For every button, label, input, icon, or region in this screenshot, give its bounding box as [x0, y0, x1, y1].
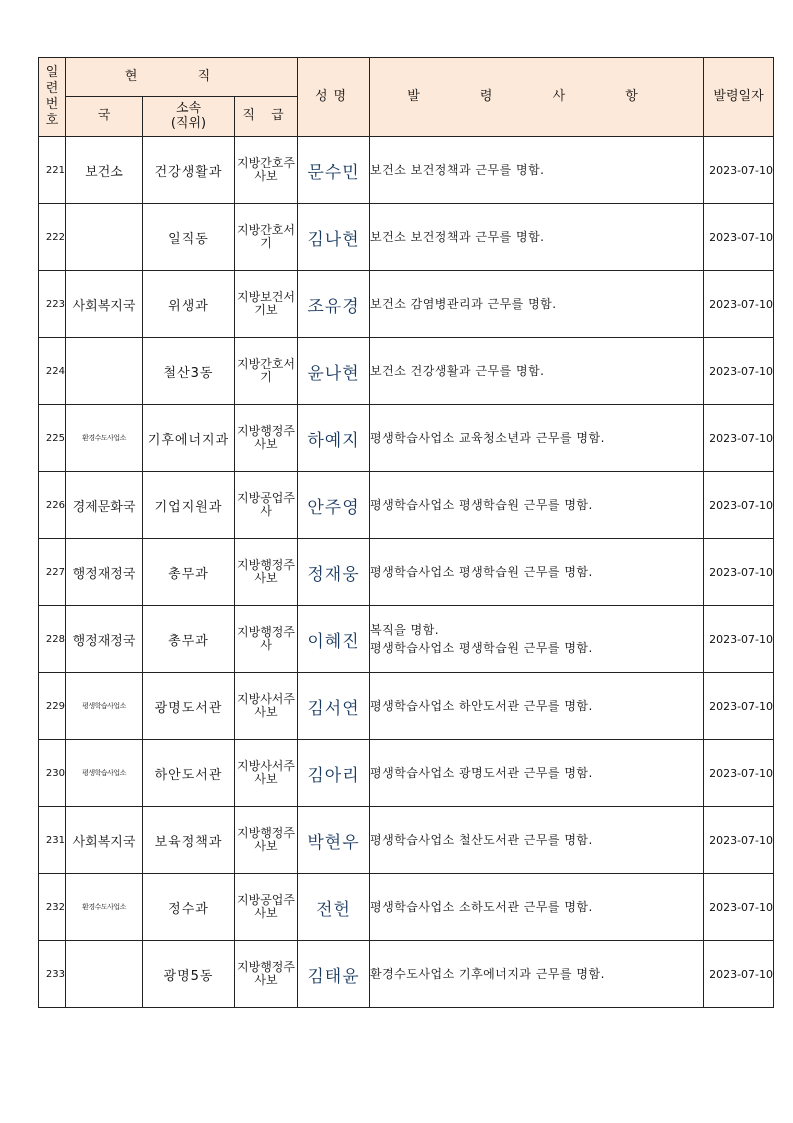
department-cell: 사회복지국: [66, 271, 143, 338]
date-cell: 2023-07-10: [704, 405, 774, 472]
serial-cell: 222: [39, 204, 66, 271]
serial-cell: 223: [39, 271, 66, 338]
date-cell: 2023-07-10: [704, 271, 774, 338]
department-cell: [66, 338, 143, 405]
department-cell: [66, 941, 143, 1008]
date-cell: 2023-07-10: [704, 338, 774, 405]
serial-cell: 230: [39, 740, 66, 807]
table-row: [39, 740, 774, 807]
grade-cell: [235, 472, 298, 539]
order-cell: 평생학습사업소 소하도서관 근무를 명함.: [370, 874, 704, 941]
name-cell: 김아리: [298, 740, 370, 807]
grade-text: 지방사서주 사보: [237, 758, 295, 786]
serial-cell: 231: [39, 807, 66, 874]
grade-cell: [235, 338, 298, 405]
name-cell: 하예지: [298, 405, 370, 472]
header-name: 성명: [298, 58, 370, 137]
table-row: [39, 941, 774, 1008]
order-cell: 환경수도사업소 기후에너지과 근무를 명함.: [370, 941, 704, 1008]
grade-text: 지방행정주 사: [237, 624, 295, 652]
name-cell: 전헌: [298, 874, 370, 941]
name-cell: 문수민: [298, 137, 370, 204]
order-cell: 보건소 보건정책과 근무를 명함.: [370, 204, 704, 271]
grade-text: 지방사서주 사보: [237, 691, 295, 719]
grade-text: 지방간호주 사보: [237, 155, 295, 183]
affiliation-cell: 광명도서관: [143, 673, 235, 740]
header-department: 국: [66, 97, 143, 137]
grade-cell: [235, 673, 298, 740]
department-cell: 보건소: [66, 137, 143, 204]
department-cell: 행정재정국: [66, 606, 143, 673]
order-cell: 평생학습사업소 교육청소년과 근무를 명함.: [370, 405, 704, 472]
order-line: 복직을 명함.: [370, 623, 440, 637]
order-cell: 평생학습사업소 평생학습원 근무를 명함.: [370, 472, 704, 539]
header-current: 현 직: [66, 58, 298, 97]
grade-text: 지방행정주 사보: [237, 825, 295, 853]
department-cell: 사회복지국: [66, 807, 143, 874]
date-cell: 2023-07-10: [704, 137, 774, 204]
affiliation-cell: 보육정책과: [143, 807, 235, 874]
department-cell: 평생학습사업소: [66, 740, 143, 807]
date-cell: 2023-07-10: [704, 204, 774, 271]
order-cell: 보건소 보건정책과 근무를 명함.: [370, 137, 704, 204]
grade-cell: [235, 539, 298, 606]
table-row: [39, 338, 774, 405]
name-cell: 이혜진: [298, 606, 370, 673]
department-cell: 행정재정국: [66, 539, 143, 606]
affiliation-cell: 건강생활과: [143, 137, 235, 204]
serial-cell: 228: [39, 606, 66, 673]
date-cell: 2023-07-10: [704, 941, 774, 1008]
grade-text: 지방공업주 사보: [237, 892, 295, 920]
grade-cell: [235, 874, 298, 941]
name-cell: 안주영: [298, 472, 370, 539]
grade-text: 지방행정주 사보: [237, 423, 295, 451]
affiliation-cell: 하안도서관: [143, 740, 235, 807]
serial-cell: 226: [39, 472, 66, 539]
affiliation-cell: 광명5동: [143, 941, 235, 1008]
name-cell: 정재웅: [298, 539, 370, 606]
date-cell: 2023-07-10: [704, 606, 774, 673]
department-cell: 경제문화국: [66, 472, 143, 539]
affiliation-cell: 철산3동: [143, 338, 235, 405]
table-row: [39, 204, 774, 271]
table-row: [39, 539, 774, 606]
grade-cell: [235, 941, 298, 1008]
grade-text: 지방행정주 사보: [237, 557, 295, 585]
date-cell: 2023-07-10: [704, 539, 774, 606]
department-cell: [66, 204, 143, 271]
header-date: 발령일자: [704, 58, 774, 137]
name-cell: 윤나현: [298, 338, 370, 405]
order-cell: 보건소 건강생활과 근무를 명함.: [370, 338, 704, 405]
serial-cell: 229: [39, 673, 66, 740]
grade-text: 지방보건서 기보: [237, 289, 295, 317]
name-cell: 김서연: [298, 673, 370, 740]
grade-cell: [235, 606, 298, 673]
table-row: [39, 472, 774, 539]
table-row: [39, 874, 774, 941]
order-cell: 평생학습사업소 하안도서관 근무를 명함.: [370, 673, 704, 740]
name-cell: 박현우: [298, 807, 370, 874]
serial-cell: 227: [39, 539, 66, 606]
date-cell: 2023-07-10: [704, 874, 774, 941]
grade-cell: [235, 807, 298, 874]
table-row: [39, 271, 774, 338]
order-cell: 평생학습사업소 철산도서관 근무를 명함.: [370, 807, 704, 874]
date-cell: 2023-07-10: [704, 472, 774, 539]
serial-cell: 221: [39, 137, 66, 204]
grade-cell: [235, 405, 298, 472]
table-header: [39, 58, 774, 137]
grade-cell: [235, 204, 298, 271]
department-cell: 환경수도사업소: [66, 405, 143, 472]
date-cell: 2023-07-10: [704, 740, 774, 807]
name-cell: 조유경: [298, 271, 370, 338]
grade-text: 지방공업주 사: [237, 490, 295, 518]
table-row: [39, 405, 774, 472]
grade-cell: [235, 271, 298, 338]
header-order: 발 령 사 항: [370, 58, 704, 137]
affiliation-cell: 일직동: [143, 204, 235, 271]
order-cell: 평생학습사업소 평생학습원 근무를 명함.: [370, 539, 704, 606]
department-cell: 환경수도사업소: [66, 874, 143, 941]
serial-cell: 225: [39, 405, 66, 472]
order-cell: [370, 606, 704, 673]
header-affiliation: 소속 (직위): [143, 97, 235, 137]
affiliation-cell: 정수과: [143, 874, 235, 941]
order-line: 평생학습사업소 평생학습원 근무를 명함.: [370, 641, 593, 655]
order-cell: 평생학습사업소 광명도서관 근무를 명함.: [370, 740, 704, 807]
table-body: [39, 137, 774, 1008]
affiliation-cell: 위생과: [143, 271, 235, 338]
grade-cell: [235, 740, 298, 807]
name-cell: 김나현: [298, 204, 370, 271]
header-grade: 직 급: [235, 97, 298, 137]
table-row: [39, 137, 774, 204]
name-cell: 김태윤: [298, 941, 370, 1008]
personnel-order-table: [38, 57, 774, 1008]
affiliation-cell: 기후에너지과: [143, 405, 235, 472]
grade-text: 지방간호서 기: [237, 356, 295, 384]
table-row: [39, 673, 774, 740]
table-row: [39, 807, 774, 874]
date-cell: 2023-07-10: [704, 673, 774, 740]
table-row: [39, 606, 774, 673]
grade-text: 지방행정주 사보: [237, 959, 295, 987]
department-cell: 평생학습사업소: [66, 673, 143, 740]
affiliation-cell: 기업지원과: [143, 472, 235, 539]
order-cell: 보건소 감염병관리과 근무를 명함.: [370, 271, 704, 338]
grade-cell: [235, 137, 298, 204]
header-serial: 일 련 번 호: [39, 58, 66, 137]
date-cell: 2023-07-10: [704, 807, 774, 874]
serial-cell: 233: [39, 941, 66, 1008]
serial-cell: 224: [39, 338, 66, 405]
serial-cell: 232: [39, 874, 66, 941]
affiliation-cell: 총무과: [143, 606, 235, 673]
affiliation-cell: 총무과: [143, 539, 235, 606]
grade-text: 지방간호서 기: [237, 222, 295, 250]
